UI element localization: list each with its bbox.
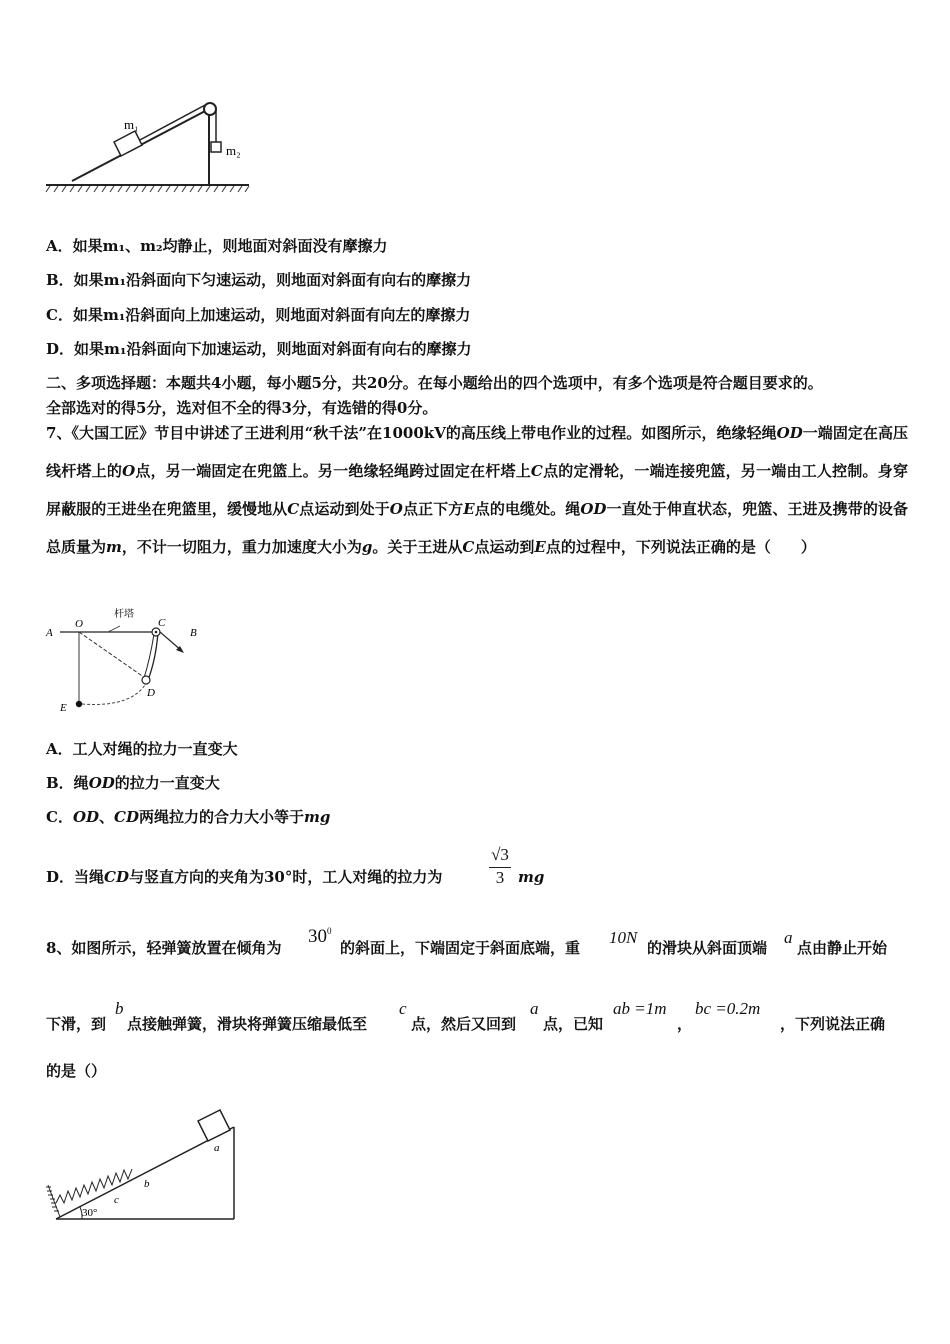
q8-fig-label-b: b [144,1178,150,1190]
q7-fig-label-e: E [60,702,67,714]
q8-point-a: a [784,928,793,947]
q7-fig-label-d: D [147,687,155,699]
q8-comma: ， [677,1015,693,1033]
q8-fig-label-c: c [114,1194,119,1206]
q8-fig-label-angle: 30° [82,1207,98,1219]
sqrt3-over-3-fraction: √3 3 [485,844,515,888]
q6-option-d: D．如果m₁沿斜面向下加速运动，则地面对斜面有向右的摩擦力 [46,340,472,358]
q6-option-b: B．如果m₁沿斜面向下匀速运动，则地面对斜面有向右的摩擦力 [46,271,472,289]
q8-weight: 10N [609,928,638,947]
q8-stem-line3: 的是（） [46,1062,107,1080]
q8-point-a2: a [530,999,539,1018]
q8-stem-line1b: 的斜面上，下端固定于斜面底端，重 [340,939,581,957]
m2-label: m₂ [226,143,241,158]
q8-fig-label-a: a [214,1142,220,1154]
q8-stem-line1d: 点由静止开始 [797,939,888,957]
q7-stem: 7、《大国工匠》节目中讲述了王进利用“秋千法”在1000kV的高压线上带电作业的过程。如图所示，绝缘轻绳OD一端固定在高压线杆塔上的O点，另一端固定在兜篮上。另一绝缘轻绳跨过固定在杆塔上C点的定滑轮，一端连接兜篮，另一端由工人控制。身穿屏蔽服的王进坐在兜篮里，缓慢地从C点运动到处于O点正下方E点的电缆处。绳OD一直处于伸直状态，兜篮、王进及携带的设备总质量为m，不计一切阻力，重力加速度大小为g。关于王进从C点运动到E点的过程中，下列说法正确的是（ ） [46,424,908,556]
q8-angle: $30^0$ [308,926,332,947]
section2-line2: 全部选对的得5分，选对但不全的得3分，有选错的得0分。 [46,399,438,417]
q7-option-a: A．工人对绳的拉力一直变大 [46,740,238,758]
q8-stem-line2e: ，下列说法正确 [780,1015,886,1033]
q8-spring-incline-figure [42,1103,242,1225]
q8-stem-line2c: 点，然后又回到 [411,1015,517,1033]
q8-stem-line2d: 点，已知 [543,1015,604,1033]
q8-bc-value: bc =0.2m [695,999,761,1018]
q8-point-b: b [115,999,124,1018]
q7-option-b: B．绳OD的拉力一直变大 [46,774,220,792]
q7-tower-figure [44,604,214,716]
q7-option-d-mg: mg [518,868,545,886]
q7-fig-label-tower: 杆塔 [114,609,134,620]
m1-label: m₁ [124,117,139,132]
q7-option-d: D．当绳CD与竖直方向的夹角为30°时，工人对绳的拉力为 [46,868,443,886]
q7-fig-label-c: C [158,617,166,629]
q6-option-a: A．如果m₁、m₂均静止，则地面对斜面没有摩擦力 [46,237,388,255]
incline-pulley-figure [44,95,254,195]
section2-line1: 二、多项选择题：本题共4小题，每小题5分，共20分。在每小题给出的四个选项中，有多个选项是符合题目要求的。 [46,374,823,392]
q8-stem-line2b: 点接触弹簧，滑块将弹簧压缩最低至 [127,1015,368,1033]
q7-fig-label-a: A [46,627,53,639]
q8-stem-line2: 下滑，到 [46,1015,107,1033]
q8-ab-value: ab =1m [613,999,667,1018]
q6-option-c: C．如果m₁沿斜面向上加速运动，则地面对斜面有向左的摩擦力 [46,306,471,324]
q7-fig-label-b: B [190,627,197,639]
q7-fig-label-o: O [75,618,83,630]
q8-point-c: c [399,999,407,1018]
q8-stem-line1c: 的滑块从斜面顶端 [647,939,768,957]
q8-stem-line1: 8、如图所示，轻弹簧放置在倾角为 [46,939,282,957]
q7-option-c: C．OD、CD两绳拉力的合力大小等于mg [46,808,331,826]
